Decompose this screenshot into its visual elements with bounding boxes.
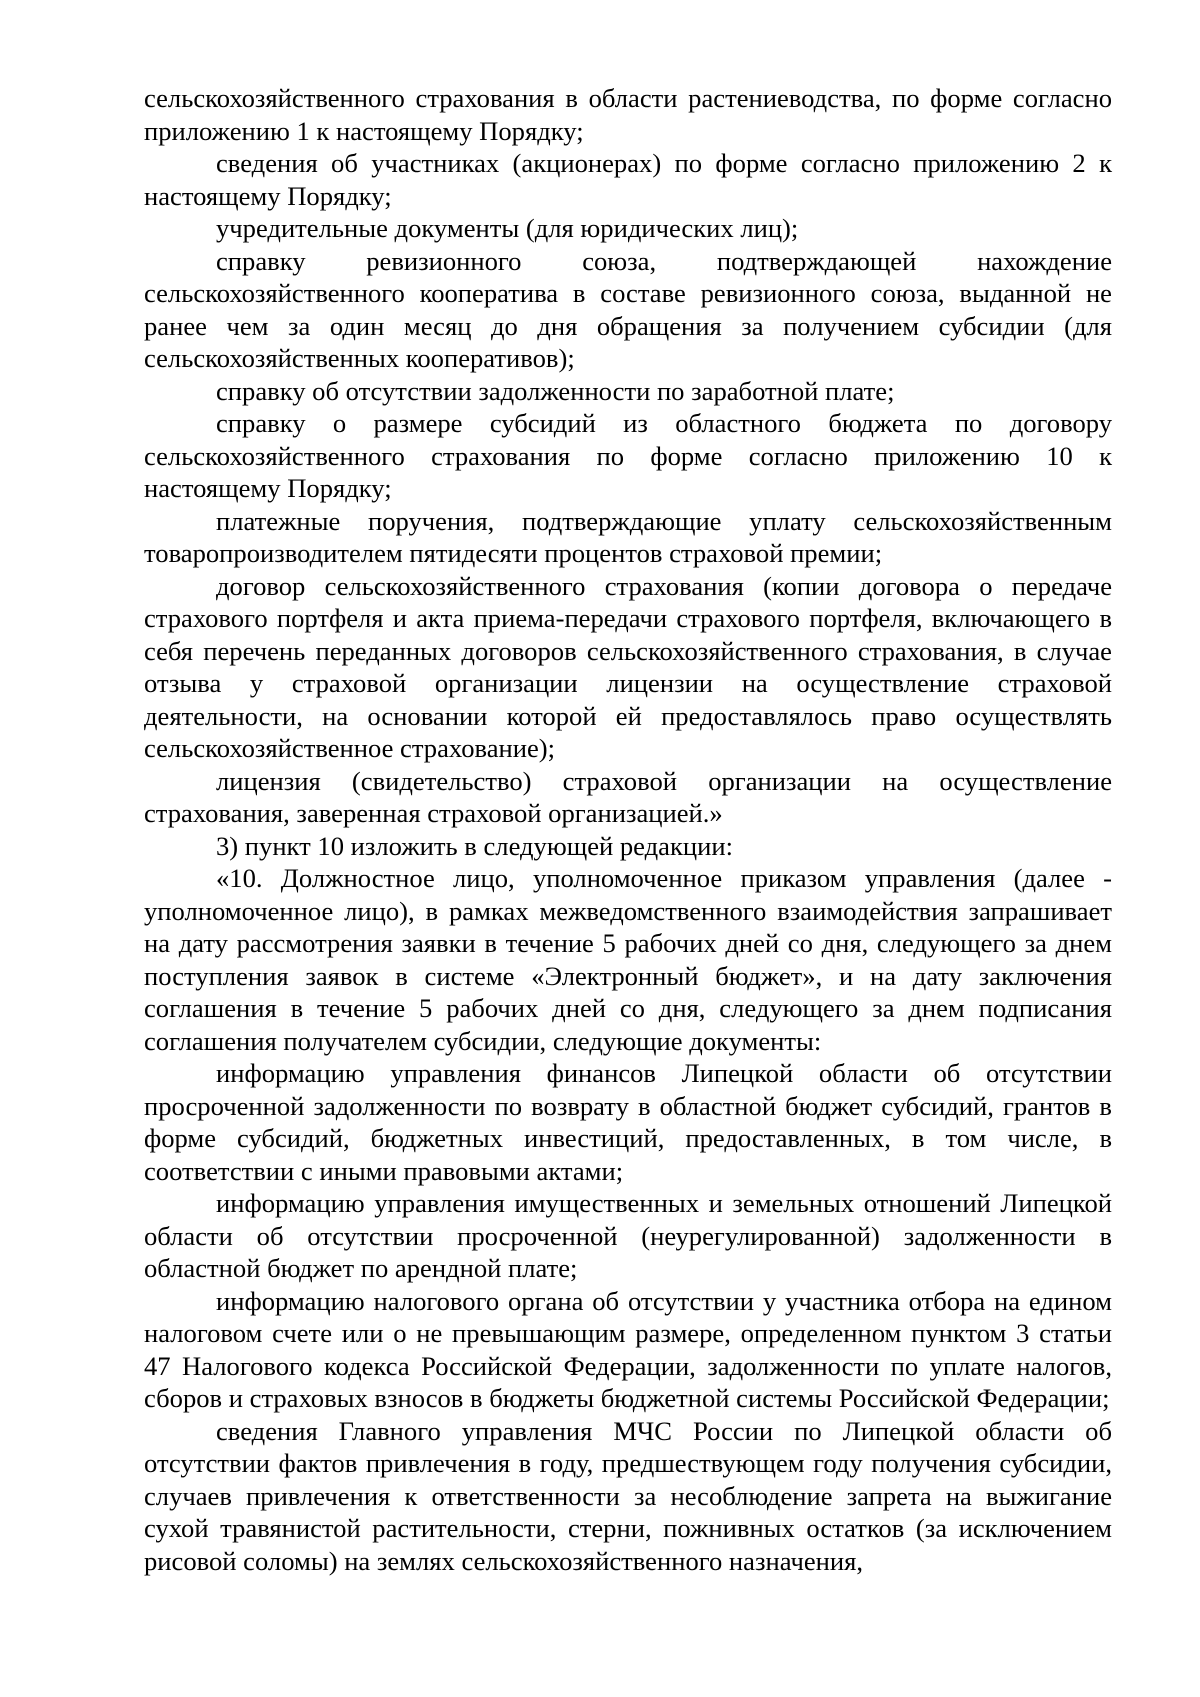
document-body bbox=[144, 82, 1112, 1577]
paragraph-audit-union-certificate: справку ревизионного союза, подтверждающей нахождение сельскохозяйственного кооператива в составе ревизионного союза, выданной не ранее чем за один месяц до дня обращения за получением субсидии (для сельскохозяйственных кооперативов); bbox=[144, 245, 1112, 373]
paragraph-insurance-contract: договор сельскохозяйственного страхования (копии договора о передаче страхового портфеля и акта приема-передачи страхового портфеля, включающего в себя перечень переданных договоров сельскохозяйственного страхования, в случае отзыва у страховой организации лицензии на осуществление страховой деятельности, на основании которой ей предоставлялось право осуществлять сельскохозяйственное страхование); bbox=[144, 570, 1112, 763]
paragraph-subsidy-amount-certificate: справку о размере субсидий из областного бюджета по договору сельскохозяйственного страхования по форме согласно приложению 10 к настоящему Порядку; bbox=[144, 408, 1112, 503]
paragraph-finance-info: информацию управления финансов Липецкой области об отсутствии просроченной задолженности по возврату в областной бюджет субсидий, грантов в форме субсидий, бюджетных инвестиций, предоставленных, в том числе, в соответствии с иными правовыми актами; bbox=[144, 1058, 1112, 1186]
paragraph-payment-orders: платежные поручения, подтверждающие уплату сельскохозяйственным товаропроизводителем пятидесяти процентов страховой премии; bbox=[144, 505, 1112, 568]
paragraph-founding-documents: учредительные документы (для юридических лиц); bbox=[216, 213, 799, 243]
paragraph-insurer-license: лицензия (свидетельство) страховой организации на осуществление страхования, заверенная страховой организацией.» bbox=[144, 765, 1112, 828]
paragraph-item-3: 3) пункт 10 изложить в следующей редакции: bbox=[216, 830, 733, 861]
paragraph-tax-info: информацию налогового органа об отсутствии у участника отбора на едином налоговом счете или о не превышающим размере, определенном пунктом 3 статьи 47 Налогового кодекса Российской Федерации, задолженности по уплате налогов, сборов и страховых взносов в бюджеты бюджетной системы Российской Федерации; bbox=[144, 1285, 1112, 1413]
paragraph-participants-info: сведения об участниках (акционерах) по форме согласно приложению 2 к настоящему Порядку; bbox=[144, 148, 1112, 211]
paragraph-clause-10: «10. Должностное лицо, уполномоченное приказом управления (далее - уполномоченное лицо), в рамках межведомственного взаимодействия запрашивает на дату рассмотрения заявки в течение 5 рабочих дней со дня, следующего за днем поступления заявок в системе «Электронный бюджет», и на дату заключения соглашения в течение 5 рабочих дней со дня, следующего за днем подписания соглашения получателем субсидии, следующие документы: bbox=[144, 863, 1112, 1056]
paragraph-property-info: информацию управления имущественных и земельных отношений Липецкой области об отсутствии просроченной (неурегулированной) задолженности в областной бюджет по арендной плате; bbox=[144, 1188, 1112, 1283]
paragraph-continuation: сельскохозяйственного страхования в области растениеводства, по форме согласно приложению 1 к настоящему Порядку; bbox=[144, 83, 1112, 146]
paragraph-emergency-ministry-info: сведения Главного управления МЧС России по Липецкой области об отсутствии фактов привлечения в году, предшествующем году получения субсидии, случаев привлечения к ответственности за несоблюдение запрета на выжигание сухой травянистой растительности, стерни, пожнивных остатков (за исключением рисовой соломы) на землях сельскохозяйственного назначения, bbox=[144, 1415, 1112, 1576]
paragraph-wage-arrears-certificate: справку об отсутствии задолженности по заработной плате; bbox=[216, 375, 895, 406]
